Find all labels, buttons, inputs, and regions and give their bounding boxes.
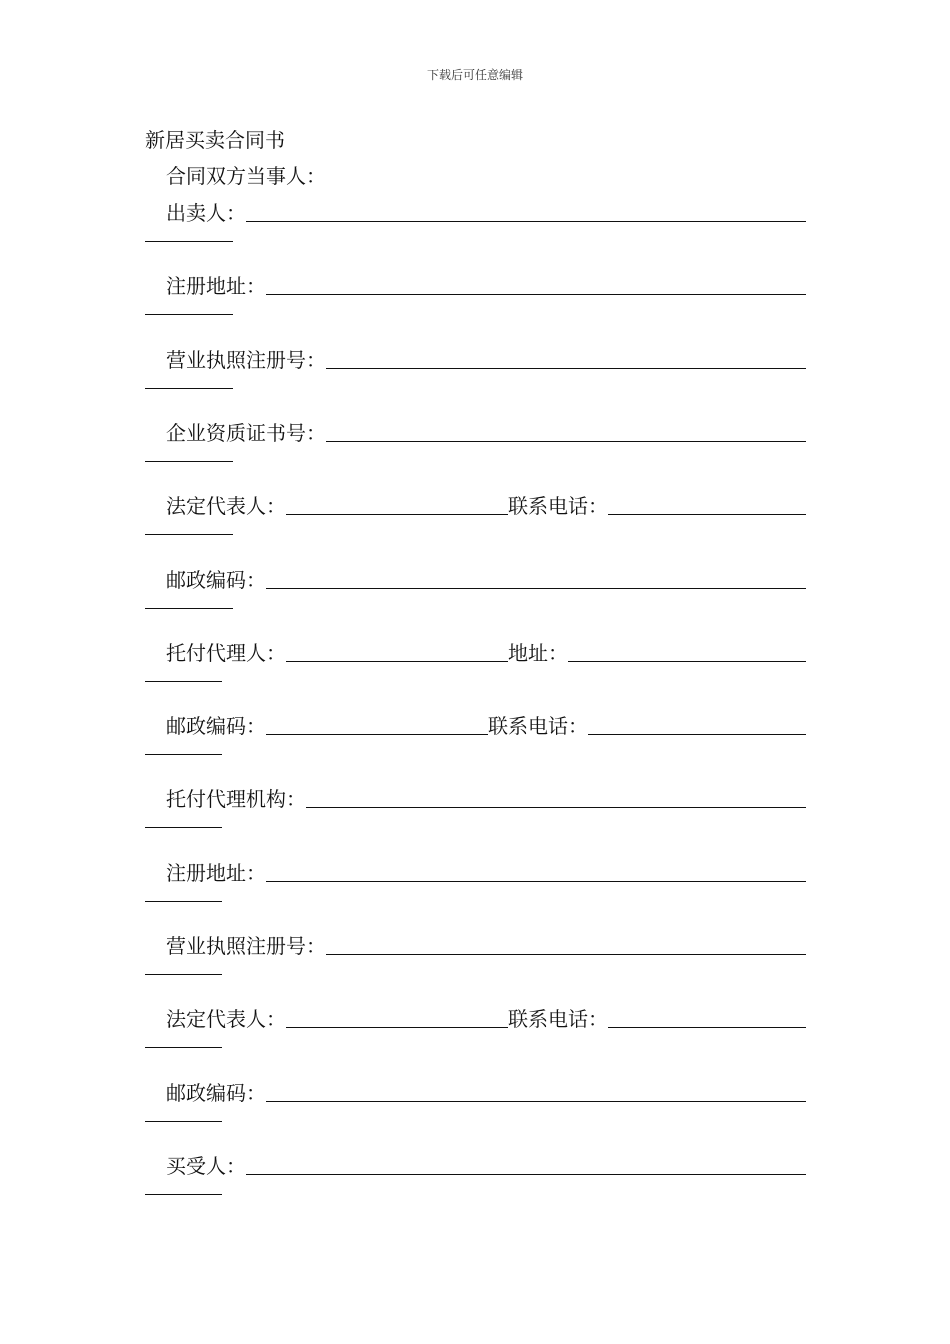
fill-in-blank-continuation[interactable]	[145, 754, 222, 755]
fill-in-blank[interactable]	[306, 807, 806, 808]
field-label: 邮政编码：	[166, 567, 266, 592]
fill-in-blank[interactable]	[286, 1027, 508, 1028]
form-row-line	[166, 417, 806, 445]
form-row-line	[166, 1003, 806, 1031]
form-row-line	[166, 564, 806, 592]
form-row	[0, 1003, 950, 1073]
parties-heading: 合同双方当事人：	[166, 164, 326, 188]
header-note: 下载后可任意编辑	[426, 68, 523, 82]
form-row-line	[166, 490, 806, 518]
form-row	[0, 930, 950, 1000]
form-row	[0, 344, 950, 414]
field-label: 出卖人：	[166, 201, 246, 225]
fill-in-blank-continuation[interactable]	[145, 534, 233, 535]
form-row	[0, 197, 950, 267]
form-row	[0, 417, 950, 487]
form-row-line	[166, 637, 806, 665]
field-label: 注册地址：	[166, 860, 266, 885]
fill-in-blank[interactable]	[326, 441, 806, 442]
fill-in-blank-secondary[interactable]	[568, 661, 806, 662]
fill-in-blank[interactable]	[266, 294, 806, 295]
fill-in-blank[interactable]	[326, 368, 806, 369]
fill-in-blank[interactable]	[326, 954, 806, 955]
field-label-secondary: 联系电话：	[508, 494, 608, 519]
fill-in-blank-continuation[interactable]	[145, 314, 233, 315]
field-label: 企业资质证书号：	[166, 420, 326, 445]
field-label: 法定代表人：	[166, 494, 286, 519]
form-row-line	[166, 857, 806, 885]
form-row	[0, 783, 950, 853]
field-label-secondary: 联系电话：	[508, 1007, 608, 1032]
fill-in-blank[interactable]	[266, 881, 806, 882]
fill-in-blank[interactable]	[246, 221, 806, 222]
fill-in-blank[interactable]	[266, 1101, 806, 1102]
field-label: 买受人：	[166, 1153, 246, 1178]
fill-in-blank-continuation[interactable]	[145, 608, 233, 609]
form-row	[0, 564, 950, 634]
form-row-line	[166, 930, 806, 958]
fill-in-blank-continuation[interactable]	[145, 901, 222, 902]
fill-in-blank-continuation[interactable]	[145, 827, 222, 828]
field-label-secondary: 联系电话：	[488, 714, 588, 739]
fill-in-blank[interactable]	[266, 734, 488, 735]
fill-in-blank-secondary[interactable]	[608, 1027, 806, 1028]
fill-in-blank[interactable]	[286, 661, 508, 662]
form-row-line	[166, 710, 806, 738]
form-row	[0, 1077, 950, 1147]
fill-in-blank-secondary[interactable]	[608, 514, 806, 515]
form-row	[0, 1150, 950, 1220]
form-row-line	[166, 783, 806, 811]
fill-in-blank-continuation[interactable]	[145, 1121, 222, 1122]
field-label: 营业执照注册号：	[166, 934, 326, 958]
form-row-line	[166, 1150, 806, 1178]
fill-in-blank-continuation[interactable]	[145, 388, 233, 389]
form-row-line	[166, 1077, 806, 1105]
fill-in-blank-continuation[interactable]	[145, 1194, 222, 1195]
fill-in-blank-secondary[interactable]	[588, 734, 806, 735]
form-row	[0, 490, 950, 560]
field-label-secondary: 地址：	[508, 640, 568, 665]
field-label: 注册地址：	[166, 274, 266, 299]
field-label: 营业执照注册号：	[166, 347, 326, 372]
form-row	[0, 270, 950, 340]
form-row-line	[166, 344, 806, 372]
fill-in-blank[interactable]	[246, 1174, 806, 1175]
form-row-line	[166, 197, 806, 225]
document-title: 新居买卖合同书	[145, 128, 285, 152]
form-row-line	[166, 270, 806, 298]
form-row	[0, 637, 950, 707]
fill-in-blank-continuation[interactable]	[145, 974, 222, 975]
field-label: 邮政编码：	[166, 714, 266, 739]
field-label: 邮政编码：	[166, 1080, 266, 1105]
fill-in-blank-continuation[interactable]	[145, 681, 222, 682]
field-label: 托付代理机构：	[166, 787, 306, 812]
field-label: 法定代表人：	[166, 1007, 286, 1032]
form-row	[0, 857, 950, 927]
fill-in-blank-continuation[interactable]	[145, 241, 233, 242]
fill-in-blank-continuation[interactable]	[145, 1047, 222, 1048]
field-label: 托付代理人：	[166, 640, 286, 665]
fill-in-blank-continuation[interactable]	[145, 461, 233, 462]
form-row	[0, 710, 950, 780]
fill-in-blank[interactable]	[266, 588, 806, 589]
fill-in-blank[interactable]	[286, 514, 508, 515]
